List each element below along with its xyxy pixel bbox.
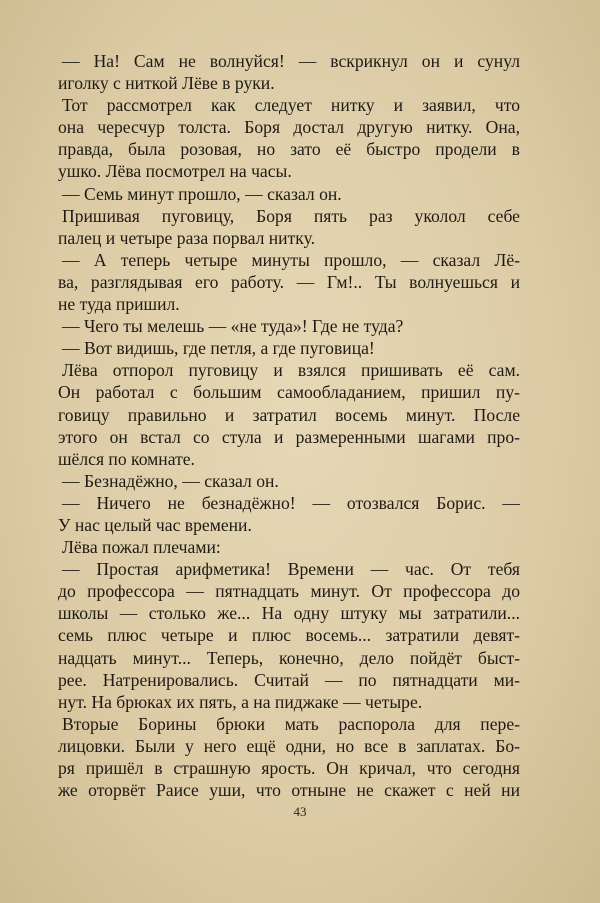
text-line: же оторвёт Раисе уши, что отныне не скажет с ней ни	[58, 780, 520, 801]
text-line: до профессора — пятнадцать минут. От профессора до	[58, 581, 520, 602]
text-line: палец и четыре раза порвал нитку.	[58, 227, 316, 248]
text-line: — На! Сам не волнуйся! — вскрикнул он и сунул	[62, 51, 520, 71]
text-line: этого он встал со стула и размеренными шагами про-	[58, 426, 520, 447]
text-line: правда, была розовая, но зато её быстро продели в	[58, 139, 520, 160]
text-line: школы — столько же... На одну штуку мы затратили...	[58, 603, 520, 624]
text-line: — Семь минут прошло, — сказал он.	[62, 183, 342, 204]
text-line: — Безнадёжно, — сказал он.	[62, 470, 279, 491]
text-line: Лёва пожал плечами:	[62, 537, 221, 558]
text-line: Вторые Борины брюки мать распорола для пере-	[62, 713, 520, 734]
text-line: шёлся по комнате.	[58, 448, 195, 469]
text-line: — Чего ты мелешь — «не туда»! Где не туда?	[62, 316, 404, 337]
page-number: 43	[293, 804, 307, 819]
text-line: говицу правильно и затратил восемь минут. После	[58, 404, 520, 425]
body-text	[58, 50, 520, 801]
text-line: Лёва отпорол пуговицу и взялся пришивать её сам.	[62, 360, 520, 381]
text-line: Пришивая пуговицу, Боря пять раз уколол себе	[62, 205, 520, 226]
text-line: ушко. Лёва посмотрел на часы.	[58, 161, 292, 182]
text-line: ря пришёл в страшную ярость. Он кричал, что сегодня	[58, 758, 520, 778]
text-line: семь плюс четыре и плюс восемь... затратили девят-	[58, 625, 520, 646]
text-line: нут. На брюках их пять, а на пиджаке — четыре.	[58, 691, 423, 712]
text-line: — Простая арифметика! Времени — час. От тебя	[62, 559, 520, 580]
text-line: ва, разглядывая его работу. — Гм!.. Ты волнуешься и	[58, 271, 520, 292]
text-line: иголку с ниткой Лёве в руки.	[58, 73, 275, 94]
text-line: — Ничего не безнадёжно! — отозвался Борис. —	[62, 492, 520, 513]
text-line: У нас целый час времени.	[58, 514, 252, 535]
text-line: она чересчур толста. Боря достал другую нитку. Она,	[58, 117, 520, 138]
text-line: надцать минут... Теперь, конечно, дело пойдёт быст-	[58, 647, 520, 668]
text-line: лицовки. Были у него ещё одни, но все в заплатах. Бо-	[58, 735, 520, 756]
text-line: рее. Натренировались. Считай — по пятнадцати ми-	[58, 669, 520, 690]
text-line: Он работал с большим самообладанием, пришил пу-	[58, 382, 520, 403]
text-line: — А теперь четыре минуты прошло, — сказал Лё-	[62, 249, 520, 270]
text-line: Тот рассмотрел как следует нитку и заявил, что	[62, 95, 520, 116]
text-line: — Вот видишь, где петля, а где пуговица!	[62, 338, 375, 359]
text-line: не туда пришил.	[58, 294, 180, 315]
